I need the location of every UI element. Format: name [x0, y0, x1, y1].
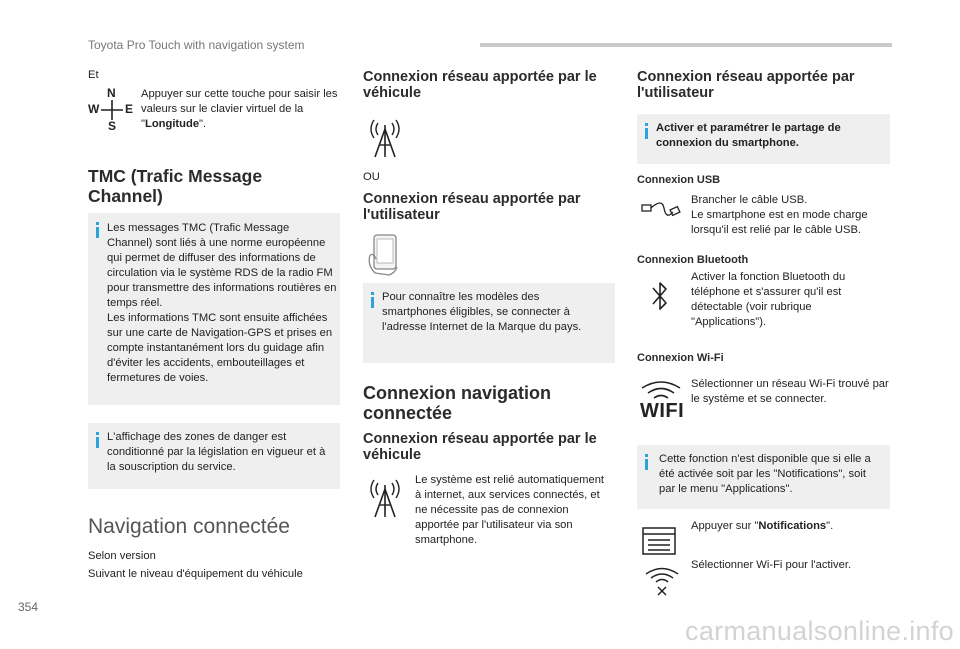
danger-info-box	[88, 423, 340, 489]
notifications-list-icon	[642, 527, 676, 555]
tmc-info-text: Les messages TMC (Trafic Message Channel) sont liés à une norme européenne qui permet de diffuser des informations de circulation via le système RDS de la radio FM pour transmettre des informations routières en temps réel. Les informations TMC sont ensuite affichées sur une carte de Navigation-GPS et prises en compte instantanément lors du guidage afin d'éviter les accidents, embouteillages et fermetures de voies.	[107, 222, 337, 384]
wifi-disabled-icon	[644, 566, 680, 596]
tmc-info-box	[88, 213, 340, 405]
models-info-text: Pour connaître les modèles des smartphones éligibles, se connecter à l'adresse Internet de la Marque du pays.	[382, 291, 582, 333]
header-title: Toyota Pro Touch with navigation system	[88, 38, 305, 52]
vehicle-connection-heading-2: Connexion réseau apportée par le véhicule	[363, 431, 597, 463]
activate-sharing-box	[637, 114, 890, 164]
compass-n: N	[107, 86, 116, 100]
wifi-icon	[638, 380, 684, 422]
danger-info-text: L'affichage des zones de danger est conditionné par la législation en vigueur et à la souscription du service.	[107, 431, 326, 473]
page-number: 354	[18, 600, 39, 614]
info-accent-icon	[645, 454, 648, 470]
bluetooth-connection-label: Connexion Bluetooth	[637, 254, 749, 266]
user-connection-heading: Connexion réseau apportée par l'utilisateur	[363, 191, 581, 223]
notifications-info-text: Cette fonction n'est disponible que si elle a été activée soit par les "Notifications", soit par le menu "Applications".	[659, 453, 871, 495]
vehicle-connection-heading: Connexion réseau apportée par le véhicule	[363, 69, 597, 101]
antenna-icon	[366, 477, 404, 519]
bluetooth-icon	[650, 279, 670, 313]
compass-icon	[88, 88, 136, 134]
notifications-info-box	[637, 445, 890, 509]
bluetooth-connection-text: Activer la fonction Bluetooth du téléphone et s'assurer qu'il est détectable (voir rubrique "Applications").	[691, 271, 846, 328]
info-accent-icon	[371, 292, 374, 308]
smartphone-hand-icon	[365, 233, 407, 277]
et-text: Et	[88, 69, 99, 81]
navigation-connected-heading: Connexion navigation connectée	[363, 383, 552, 423]
tmc-heading: TMC (Trafic Message Channel)	[88, 166, 263, 206]
models-info-box	[363, 283, 615, 363]
suivant-niveau-text: Suivant le niveau d'équipement du véhicule	[88, 568, 303, 580]
notifications-instruction: Appuyer sur "Notifications".	[691, 520, 834, 532]
wifi-activate-text: Sélectionner Wi-Fi pour l'activer.	[691, 559, 852, 571]
info-accent-icon	[96, 432, 99, 448]
longitude-description: Appuyer sur cette touche pour saisir les valeurs sur le clavier virtuel de la "Longitude".	[141, 88, 338, 130]
selon-version-text: Selon version	[88, 550, 156, 562]
user-connection-heading-col3: Connexion réseau apportée par l'utilisateur	[637, 69, 855, 101]
usb-connection-text: Brancher le câble USB. Le smartphone est en mode charge lorsqu'il est relié par le câble USB.	[691, 194, 868, 236]
antenna-icon	[366, 117, 404, 159]
wifi-connection-label: Connexion Wi-Fi	[637, 352, 724, 364]
activate-sharing-text: Activer et paramétrer le partage de connexion du smartphone.	[656, 122, 841, 149]
usb-connection-label: Connexion USB	[637, 174, 721, 186]
compass-w: W	[88, 102, 100, 116]
watermark: carmanualsonline.info	[685, 616, 954, 646]
compass-s: S	[108, 119, 117, 133]
info-accent-icon	[96, 222, 99, 238]
header-divider	[480, 43, 892, 47]
compass-e: E	[125, 102, 134, 116]
info-accent-icon	[645, 123, 648, 139]
ou-text: OU	[363, 171, 380, 183]
wifi-word: WIFI	[640, 400, 685, 422]
wifi-connection-text: Sélectionner un réseau Wi-Fi trouvé par le système et se connecter.	[691, 378, 889, 405]
navigation-connectee-heading: Navigation connectée	[88, 515, 290, 538]
usb-cable-icon	[640, 196, 682, 224]
vehicle-auto-connection-text: Le système est relié automatiquement à internet, aux services connectés, et ne nécessite pas de connexion apportée par l'utilisateur via son smartphone.	[415, 474, 605, 546]
